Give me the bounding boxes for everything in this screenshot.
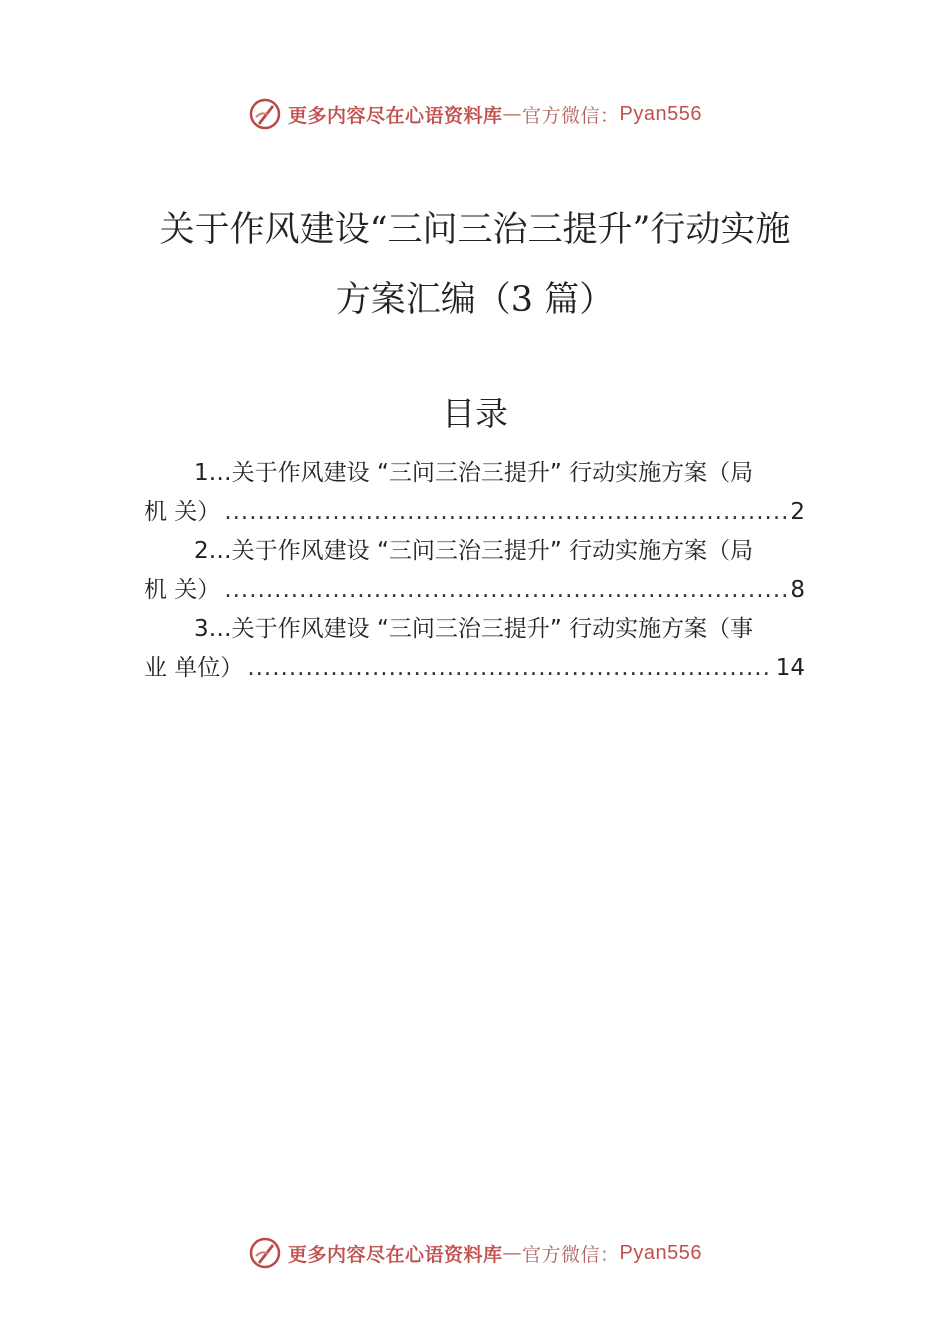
toc-entry-page: 14 xyxy=(775,655,805,681)
toc-heading: 目录 xyxy=(442,394,508,433)
toc-entry-second-line xyxy=(144,493,805,532)
toc-entry-second-line xyxy=(144,649,805,688)
toc-entry-number: 2… xyxy=(194,538,232,564)
table-of-contents xyxy=(144,454,805,688)
toc-entry-title-continued: 机 关） xyxy=(144,577,221,603)
toc-entry-title: 关于作风建设 “三问三治三提升” 行动实施方案（局 xyxy=(231,538,754,564)
toc-entry[interactable] xyxy=(144,610,805,688)
document-title-line-2: 方案汇编（3 篇） xyxy=(335,280,615,320)
banner-separator: — xyxy=(502,1242,523,1264)
document-title-line-1: 关于作风建设“三问三治三提升”行动实施 xyxy=(159,210,791,250)
toc-dot-leader xyxy=(247,649,771,688)
banner-channel-label: 官方微信： xyxy=(522,104,620,127)
banner-separator: — xyxy=(502,103,523,125)
toc-entry-title: 关于作风建设 “三问三治三提升” 行动实施方案（事 xyxy=(231,616,754,642)
toc-entry-number: 1… xyxy=(194,460,232,486)
toc-entry-first-line xyxy=(144,610,805,649)
toc-entry[interactable] xyxy=(144,532,805,610)
banner-brand-text: 更多内容尽在心语资料库 xyxy=(288,1243,503,1266)
toc-entry-first-line xyxy=(144,454,805,493)
toc-entry-number: 3… xyxy=(194,616,232,642)
toc-entry-page: 2 xyxy=(790,499,805,525)
banner-wechat-id: Pyan556 xyxy=(619,1241,702,1264)
toc-entry-title-continued: 机 关） xyxy=(144,499,221,525)
banner-channel-label: 官方微信： xyxy=(522,1243,620,1266)
banner-brand-text: 更多内容尽在心语资料库 xyxy=(288,104,503,127)
toc-entry-second-line xyxy=(144,571,805,610)
toc-entry[interactable] xyxy=(144,454,805,532)
toc-entry-title-continued: 业 单位） xyxy=(144,655,244,681)
toc-dot-leader xyxy=(224,493,786,532)
quill-pen-logo-icon xyxy=(248,97,282,131)
toc-dot-leader xyxy=(224,571,786,610)
toc-entry-first-line xyxy=(144,532,805,571)
banner-wechat-id: Pyan556 xyxy=(619,102,702,125)
footer-watermark-banner xyxy=(0,1233,950,1273)
header-watermark-banner xyxy=(0,94,950,134)
toc-entry-title: 关于作风建设 “三问三治三提升” 行动实施方案（局 xyxy=(231,460,754,486)
toc-entry-page: 8 xyxy=(790,577,805,603)
quill-pen-logo-icon xyxy=(248,1236,282,1270)
